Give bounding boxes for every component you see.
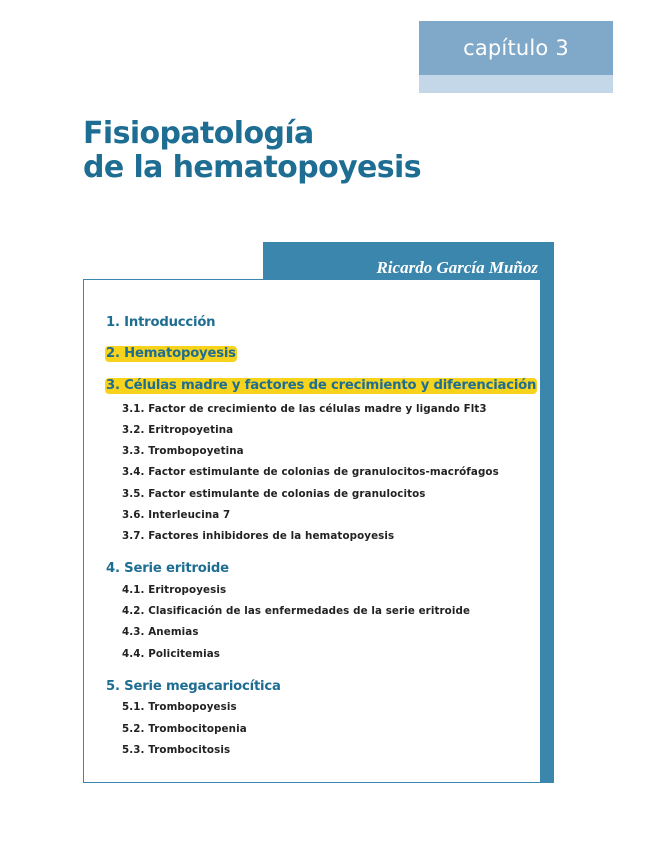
toc-subsection[interactable]: 3.5. Factor estimulante de colonias de granulocitos	[122, 488, 426, 500]
toc-subsection[interactable]: 3.1. Factor de crecimiento de las células madre y ligando Flt3	[122, 403, 487, 415]
toc-section-5[interactable]: 5. Serie megacariocítica	[106, 679, 281, 694]
chapter-tab-top	[419, 21, 613, 75]
chapter-title-line2: de la hematopoyesis	[83, 150, 421, 185]
toc-subsection[interactable]: 5.1. Trombopoyesis	[122, 701, 237, 713]
toc-subsection[interactable]: 3.2. Eritropoyetina	[122, 424, 234, 436]
author-name: Ricardo García Muñoz	[376, 258, 538, 277]
toc-subsection[interactable]: 4.3. Anemias	[122, 626, 199, 638]
toc-subsection[interactable]: 5.3. Trombocitosis	[122, 744, 231, 756]
toc-subsection[interactable]: 5.2. Trombocitopenia	[122, 723, 247, 735]
toc-subsection[interactable]: 4.2. Clasificación de las enfermedades de la serie eritroide	[122, 605, 471, 617]
chapter-title	[83, 117, 421, 185]
toc-subsection[interactable]: 3.3. Trombopoyetina	[122, 445, 244, 457]
toc-subsection[interactable]: 4.4. Policitemias	[122, 648, 220, 660]
chapter-tab	[419, 21, 613, 93]
toc-section-1[interactable]: 1. Introducción	[106, 315, 216, 330]
chapter-tab-stripe	[419, 75, 613, 93]
toc-subsection[interactable]: 3.6. Interleucina 7	[122, 509, 231, 521]
chapter-title-line1: Fisiopatología	[83, 116, 314, 151]
toc-section-4[interactable]: 4. Serie eritroide	[106, 561, 229, 576]
toc-subsection[interactable]: 3.4. Factor estimulante de colonias de granulocitos-macrófagos	[122, 466, 499, 478]
toc-subsection[interactable]: 4.1. Eritropoyesis	[122, 584, 227, 596]
toc-section-3[interactable]: 3. Células madre y factores de crecimiento y diferenciación	[106, 378, 537, 393]
toc-section-2[interactable]: 2. Hematopoyesis	[106, 346, 236, 361]
toc-subsection[interactable]: 3.7. Factores inhibidores de la hematopoyesis	[122, 530, 395, 542]
chapter-label: capítulo 3	[463, 36, 569, 60]
